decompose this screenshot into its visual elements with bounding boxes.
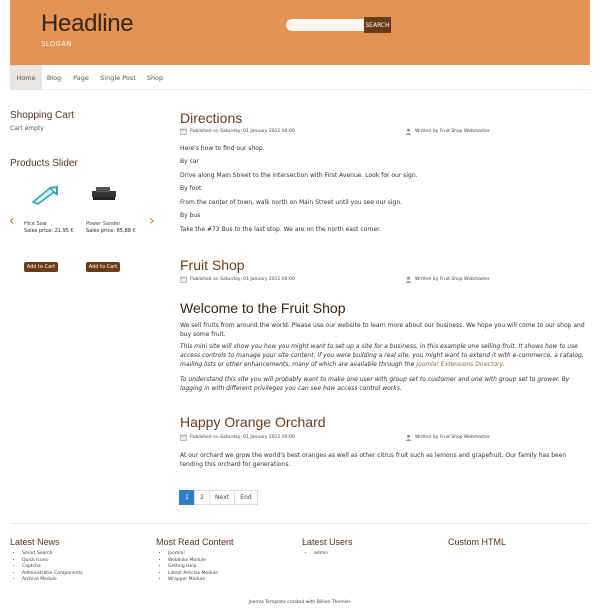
list-item[interactable]: • admin [314, 551, 328, 558]
article-paragraph: At our orchard we grow the world's best oranges as well as other citrus fruit such as lemons and grapefruit. Our family has been tending this orchard for generations. [180, 452, 567, 468]
list-item[interactable]: • Joomla! [168, 551, 218, 558]
products-slider-title: Products Slider [10, 158, 78, 169]
latest-users-title: Latest Users [302, 537, 353, 547]
footer-credit: Joomla Template created with Billion Themler. [248, 600, 352, 605]
user-icon [405, 434, 412, 441]
site-slogan: SLOGAN [41, 40, 72, 48]
nav-item-blog[interactable]: Blog [46, 74, 62, 82]
nav-item-page[interactable]: Page [73, 74, 89, 82]
list-item[interactable]: • Smart Search [22, 551, 83, 558]
article-line: Here's how to find our shop. [180, 145, 265, 152]
latest-news-list [10, 551, 83, 584]
search-input[interactable] [286, 19, 364, 31]
list-item[interactable]: • Captcha [22, 564, 83, 571]
list-item[interactable]: • Getting Help [168, 564, 218, 571]
article-title[interactable]: Fruit Shop [180, 257, 245, 273]
next-page-button[interactable]: Next [209, 490, 235, 505]
extensions-directory-link[interactable]: Joomla! Extensions Directory [416, 361, 503, 368]
power-sander-image[interactable] [90, 185, 120, 205]
shopping-cart-title: Shopping Cart [10, 110, 74, 121]
chevron-right-icon[interactable]: › [149, 213, 155, 229]
end-page-button[interactable]: End [234, 490, 258, 505]
latest-news-title: Latest News [10, 537, 60, 547]
calendar-icon [180, 434, 187, 441]
latest-users-list [302, 551, 328, 558]
search-button[interactable]: SEARCH [364, 17, 391, 33]
pagination [180, 490, 258, 505]
chevron-left-icon[interactable]: ‹ [9, 213, 15, 229]
article-paragraph [180, 342, 590, 369]
article-line: By bus [180, 212, 201, 219]
add-to-cart-button[interactable]: Add to Cart [24, 262, 58, 272]
article-heading: Welcome to the Fruit Shop [180, 300, 346, 316]
footer-divider [10, 523, 590, 524]
product-name[interactable]: Hice Saw [24, 221, 47, 227]
article-published-date: Published on Saturday, 01 January 2011 00:00 [190, 277, 295, 282]
article-paragraph: To understand this site you will probably want to make one user with group set to customer and one with group set to grower. By logging in with different privileges you can see how access control works. [180, 376, 570, 392]
list-item[interactable]: • Wrapper Module [168, 577, 218, 584]
article-paragraph: We sell fruits from around the world. Please use our website to learn more about our business. We hope you will come to our shop and buy some fruit. [180, 322, 585, 338]
add-to-cart-button[interactable]: Add to Cart [86, 262, 120, 272]
main-nav [10, 65, 590, 90]
nav-item-home[interactable]: Home [10, 65, 42, 90]
article-author: Written by Fruit Shop Webmaster [415, 129, 490, 134]
user-icon [405, 128, 412, 135]
calendar-icon [180, 128, 187, 135]
custom-html-title: Custom HTML [448, 537, 507, 547]
article-title[interactable]: Directions [180, 110, 243, 126]
calendar-icon [180, 276, 187, 283]
article-author: Written by Fruit Shop Webmaster [415, 277, 490, 282]
list-item[interactable]: • Latest Articles Module [168, 571, 218, 578]
hand-saw-image[interactable] [30, 184, 60, 206]
article-published-date: Published on Saturday, 01 January 2011 00:00 [190, 435, 295, 440]
nav-item-shop[interactable]: Shop [146, 74, 164, 82]
article-line: Take the #73 Bus to the last stop. We are on the north east corner. [180, 226, 381, 233]
site-header [10, 0, 590, 65]
article-author: Written by Fruit Shop Webmaster [415, 435, 490, 440]
product-price: Sales price: 65,88 € [86, 228, 136, 234]
page-2-button[interactable]: 2 [194, 490, 210, 505]
site-headline[interactable]: Headline [41, 10, 134, 37]
product-price: Sales price: 21,95 € [24, 228, 74, 234]
paragraph-text: This mini site will show you how you might want to set up a site for a business, in this example one selling fruit. It shows how to use access controls to manage your site content. If you were building a real site, you might want to extend it with e-commerce, a catalog, mailing lists or other enhancements, many of which are available through the [180, 343, 584, 368]
user-icon [405, 276, 412, 283]
article-line: Drive along Main Street to the intersection with First Avenue. Look for our sign. [180, 172, 418, 179]
list-item[interactable]: • Archive Module [22, 577, 83, 584]
list-item[interactable]: • Administrator Components [22, 571, 83, 578]
article-line: By car [180, 158, 200, 165]
product-name[interactable]: Power Sander [86, 221, 121, 227]
article-line: From the center of town, walk north on Main Street until you see our sign. [180, 199, 403, 206]
paragraph-text: . [502, 361, 505, 368]
cart-status: Cart empty [10, 125, 44, 132]
nav-item-single-post[interactable]: Single Post [100, 74, 136, 82]
most-read-list [156, 551, 218, 584]
list-item[interactable]: • Quick Icons [22, 558, 83, 565]
article-published-date: Published on Saturday, 01 January 2011 00:00 [190, 129, 295, 134]
page-1-button[interactable]: 1 [179, 490, 195, 505]
article-title[interactable]: Happy Orange Orchard [180, 414, 326, 430]
article-line: By foot [180, 185, 202, 192]
list-item[interactable]: • Weblinks Module [168, 558, 218, 565]
most-read-title: Most Read Content [156, 537, 234, 547]
